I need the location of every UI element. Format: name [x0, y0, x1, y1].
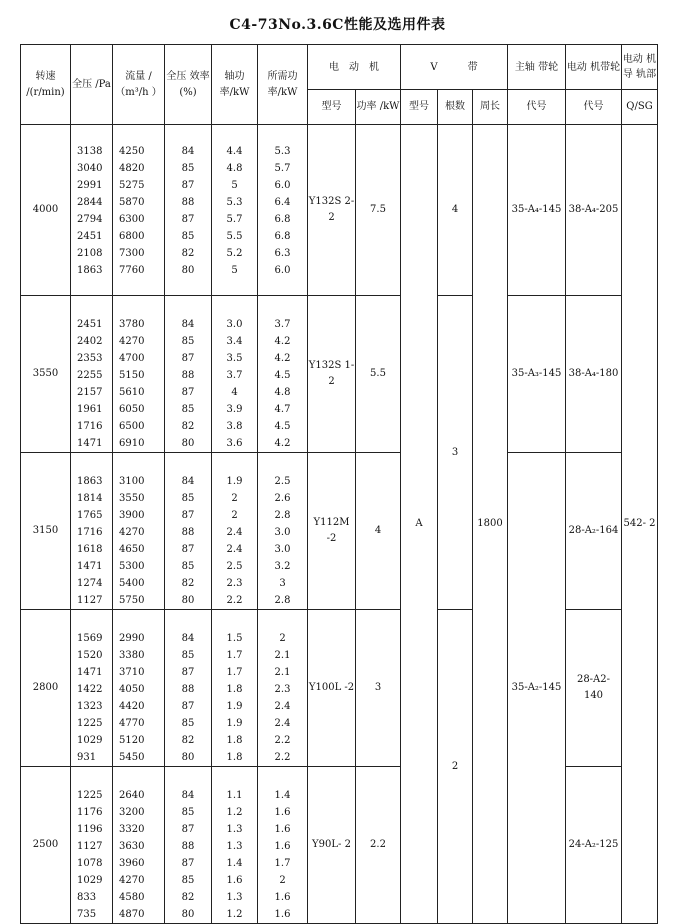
required-power-cell: 5.3	[274, 146, 291, 157]
pressure-cell: 1029	[77, 875, 103, 886]
shaft-power-cell: 2.2	[226, 595, 243, 606]
efficiency-cell-group	[165, 610, 212, 767]
efficiency-cell: 85	[181, 231, 195, 242]
efficiency-cell: 82	[181, 892, 195, 903]
shaft-power-cell-group	[212, 610, 258, 767]
pressure-cell: 2991	[77, 180, 103, 191]
pressure-cell-group	[71, 453, 113, 610]
efficiency-cell: 87	[181, 387, 195, 398]
motor-model-cell: Y112M -2	[308, 453, 356, 610]
pressure-cell: 2108	[77, 248, 103, 259]
pressure-cell: 1814	[77, 493, 103, 504]
efficiency-cell: 80	[181, 265, 195, 276]
shaft-power-cell: 1.7	[226, 667, 243, 678]
table-row	[21, 125, 658, 296]
flow-cell: 4270	[119, 875, 145, 886]
efficiency-cell: 87	[181, 824, 195, 835]
flow-cell: 6910	[119, 438, 145, 449]
shaft-power-cell-group	[212, 296, 258, 453]
motor-power-cell: 4	[356, 453, 401, 610]
header-main-pulley: 主轴 带轮	[508, 45, 566, 90]
header-motor-model: 型号	[308, 90, 356, 125]
belt-count-cell: 3	[438, 296, 473, 610]
shaft-power-cell: 4.4	[226, 146, 243, 157]
pressure-cell: 1127	[77, 595, 103, 606]
pressure-cell-group	[71, 610, 113, 767]
main-pulley-cell: 35-A₂-145	[508, 453, 566, 924]
shaft-power-cell: 1.9	[226, 718, 243, 729]
shaft-power-cell: 1.2	[226, 807, 243, 818]
required-power-cell-group	[258, 296, 308, 453]
header-speed: 转速 /(r/min)	[21, 45, 71, 125]
efficiency-cell: 80	[181, 752, 195, 763]
pressure-cell: 1618	[77, 544, 103, 555]
flow-cell: 3780	[119, 319, 145, 330]
flow-cell: 3100	[119, 476, 145, 487]
pressure-cell: 1471	[77, 667, 103, 678]
required-power-cell: 6.4	[274, 197, 291, 208]
pressure-cell: 1520	[77, 650, 103, 661]
speed-cell: 3150	[21, 453, 71, 610]
motor-model-cell: Y90L- 2	[308, 767, 356, 924]
flow-cell: 4870	[119, 909, 145, 920]
header-required-power: 所需功 率/kW	[258, 45, 308, 125]
shaft-power-cell: 1.3	[226, 892, 243, 903]
pressure-cell: 2451	[77, 231, 103, 242]
pressure-cell: 1127	[77, 841, 103, 852]
performance-table	[20, 44, 658, 924]
pressure-cell: 1716	[77, 527, 103, 538]
flow-cell: 4770	[119, 718, 145, 729]
required-power-cell: 4.5	[274, 421, 291, 432]
required-power-cell: 1.6	[274, 807, 291, 818]
shaft-power-cell: 1.9	[226, 476, 243, 487]
header-main-pulley-code: 代号	[508, 90, 566, 125]
flow-cell: 5450	[119, 752, 145, 763]
required-power-cell: 2	[279, 875, 286, 886]
pressure-cell: 1471	[77, 438, 103, 449]
header-motor-pulley: 电动 机带轮	[566, 45, 622, 90]
flow-cell: 5870	[119, 197, 145, 208]
header-guide-rail: 电动 机导 轨部	[622, 45, 658, 90]
motor-power-cell: 7.5	[356, 125, 401, 296]
header-belt-count: 根数	[438, 90, 473, 125]
required-power-cell: 3	[279, 578, 286, 589]
required-power-cell: 5.7	[274, 163, 291, 174]
shaft-power-cell: 5.5	[226, 231, 243, 242]
required-power-cell: 2.2	[274, 735, 291, 746]
pressure-cell: 735	[77, 909, 97, 920]
efficiency-cell: 87	[181, 667, 195, 678]
shaft-power-cell: 3.4	[226, 336, 243, 347]
required-power-cell: 2.1	[274, 667, 291, 678]
flow-cell: 3550	[119, 493, 145, 504]
required-power-cell-group	[258, 453, 308, 610]
header-motor: 电 动 机	[308, 45, 401, 90]
efficiency-cell: 85	[181, 404, 195, 415]
header-motor-power: 功率 /kW	[356, 90, 401, 125]
flow-cell: 4420	[119, 701, 145, 712]
required-power-cell: 3.0	[274, 527, 291, 538]
required-power-cell: 4.2	[274, 336, 291, 347]
required-power-cell: 2.8	[274, 595, 291, 606]
shaft-power-cell: 1.3	[226, 824, 243, 835]
required-power-cell: 6.3	[274, 248, 291, 259]
required-power-cell: 1.6	[274, 909, 291, 920]
shaft-power-cell: 2	[231, 493, 238, 504]
efficiency-cell: 80	[181, 438, 195, 449]
shaft-power-cell: 1.8	[226, 735, 243, 746]
required-power-cell: 3.0	[274, 544, 291, 555]
required-power-cell: 2.6	[274, 493, 291, 504]
shaft-power-cell: 3.8	[226, 421, 243, 432]
required-power-cell: 3.2	[274, 561, 291, 572]
main-pulley-cell: 35-A₃-145	[508, 296, 566, 453]
required-power-cell: 1.4	[274, 790, 291, 801]
pressure-cell: 1765	[77, 510, 103, 521]
flow-cell: 3320	[119, 824, 145, 835]
required-power-cell-group	[258, 767, 308, 924]
motor-power-cell: 3	[356, 610, 401, 767]
efficiency-cell: 85	[181, 650, 195, 661]
belt-length-cell: 1800	[473, 125, 508, 924]
header-row-1	[21, 45, 658, 90]
required-power-cell: 2.2	[274, 752, 291, 763]
flow-cell: 5610	[119, 387, 145, 398]
required-power-cell: 1.7	[274, 858, 291, 869]
table-title: C4-73No.3.6C性能及选用件表	[229, 17, 446, 33]
pressure-cell: 3138	[77, 146, 103, 157]
shaft-power-cell: 2.4	[226, 527, 243, 538]
efficiency-cell: 87	[181, 214, 195, 225]
efficiency-cell: 85	[181, 718, 195, 729]
efficiency-cell: 84	[181, 319, 195, 330]
required-power-cell: 6.0	[274, 180, 291, 191]
required-power-cell: 4.2	[274, 438, 291, 449]
required-power-cell: 4.2	[274, 353, 291, 364]
header-shaft-power: 轴功 率/kW	[212, 45, 258, 125]
efficiency-cell: 87	[181, 544, 195, 555]
pressure-cell: 1196	[77, 824, 103, 835]
motor-power-cell: 5.5	[356, 296, 401, 453]
flow-cell: 3380	[119, 650, 145, 661]
required-power-cell: 4.5	[274, 370, 291, 381]
required-power-cell: 1.6	[274, 841, 291, 852]
required-power-cell: 1.6	[274, 892, 291, 903]
flow-cell-group	[113, 125, 165, 296]
shaft-power-cell-group	[212, 125, 258, 296]
efficiency-cell: 80	[181, 595, 195, 606]
speed-cell: 2500	[21, 767, 71, 924]
required-power-cell: 2.4	[274, 718, 291, 729]
flow-cell: 4820	[119, 163, 145, 174]
flow-cell: 6800	[119, 231, 145, 242]
efficiency-cell: 85	[181, 561, 195, 572]
flow-cell-group	[113, 610, 165, 767]
flow-cell: 5750	[119, 595, 145, 606]
shaft-power-cell: 1.8	[226, 684, 243, 695]
efficiency-cell: 88	[181, 684, 195, 695]
shaft-power-cell: 1.4	[226, 858, 243, 869]
required-power-cell: 4.8	[274, 387, 291, 398]
flow-cell: 2640	[119, 790, 145, 801]
efficiency-cell: 82	[181, 421, 195, 432]
header-belt-model: 型号	[401, 90, 438, 125]
required-power-cell: 6.8	[274, 214, 291, 225]
pressure-cell: 1863	[77, 476, 103, 487]
required-power-cell: 2.1	[274, 650, 291, 661]
speed-cell: 2800	[21, 610, 71, 767]
pressure-cell: 1863	[77, 265, 103, 276]
required-power-cell: 2.5	[274, 476, 291, 487]
flow-cell: 4270	[119, 527, 145, 538]
speed-cell: 4000	[21, 125, 71, 296]
pressure-cell: 1716	[77, 421, 103, 432]
flow-cell: 5150	[119, 370, 145, 381]
header-belt-length: 周长	[473, 90, 508, 125]
pressure-cell: 1569	[77, 633, 103, 644]
motor-pulley-cell: 24-A₂-125	[566, 767, 622, 924]
flow-cell: 5275	[119, 180, 145, 191]
efficiency-cell: 80	[181, 909, 195, 920]
efficiency-cell-group	[165, 453, 212, 610]
motor-model-cell: Y132S 1-2	[308, 296, 356, 453]
shaft-power-cell-group	[212, 767, 258, 924]
shaft-power-cell: 3.5	[226, 353, 243, 364]
motor-model-cell: Y132S 2-2	[308, 125, 356, 296]
required-power-cell: 3.7	[274, 319, 291, 330]
required-power-cell: 6.8	[274, 231, 291, 242]
belt-count-cell: 2	[438, 610, 473, 924]
shaft-power-cell: 5	[231, 265, 238, 276]
shaft-power-cell: 1.8	[226, 752, 243, 763]
flow-cell: 4700	[119, 353, 145, 364]
shaft-power-cell: 5.2	[226, 248, 243, 259]
shaft-power-cell: 5.7	[226, 214, 243, 225]
required-power-cell: 2.3	[274, 684, 291, 695]
pressure-cell: 1078	[77, 858, 103, 869]
pressure-cell: 2157	[77, 387, 103, 398]
flow-cell: 3630	[119, 841, 145, 852]
speed-cell: 3550	[21, 296, 71, 453]
efficiency-cell: 88	[181, 841, 195, 852]
pressure-cell: 3040	[77, 163, 103, 174]
pressure-cell: 1961	[77, 404, 103, 415]
efficiency-cell: 82	[181, 578, 195, 589]
pressure-cell: 2402	[77, 336, 103, 347]
shaft-power-cell: 3.0	[226, 319, 243, 330]
flow-cell: 5120	[119, 735, 145, 746]
efficiency-cell: 84	[181, 633, 195, 644]
efficiency-cell: 85	[181, 493, 195, 504]
flow-cell: 4650	[119, 544, 145, 555]
flow-cell: 7300	[119, 248, 145, 259]
shaft-power-cell: 5.3	[226, 197, 243, 208]
efficiency-cell: 84	[181, 476, 195, 487]
header-pressure: 全压 /Pa	[71, 45, 113, 125]
shaft-power-cell: 3.6	[226, 438, 243, 449]
pressure-cell: 833	[77, 892, 97, 903]
efficiency-cell: 88	[181, 527, 195, 538]
header-efficiency: 全压 效率 (%)	[165, 45, 212, 125]
motor-pulley-cell: 38-A₄-205	[566, 125, 622, 296]
flow-cell: 4250	[119, 146, 145, 157]
efficiency-cell-group	[165, 125, 212, 296]
pressure-cell: 1274	[77, 578, 103, 589]
required-power-cell: 4.7	[274, 404, 291, 415]
flow-cell: 4050	[119, 684, 145, 695]
pressure-cell-group	[71, 125, 113, 296]
motor-power-cell: 2.2	[356, 767, 401, 924]
shaft-power-cell-group	[212, 453, 258, 610]
pressure-cell: 1029	[77, 735, 103, 746]
efficiency-cell: 85	[181, 807, 195, 818]
flow-cell: 2990	[119, 633, 145, 644]
flow-cell: 6500	[119, 421, 145, 432]
shaft-power-cell: 1.3	[226, 841, 243, 852]
main-pulley-cell: 35-A₄-145	[508, 125, 566, 296]
shaft-power-cell: 4.8	[226, 163, 243, 174]
flow-cell-group	[113, 453, 165, 610]
guide-rail-cell: 542- 2	[622, 125, 658, 924]
efficiency-cell: 87	[181, 858, 195, 869]
header-guide-rail-code: Q/SG	[622, 90, 658, 125]
efficiency-cell: 87	[181, 701, 195, 712]
shaft-power-cell: 1.5	[226, 633, 243, 644]
shaft-power-cell: 2.5	[226, 561, 243, 572]
shaft-power-cell: 1.1	[226, 790, 243, 801]
pressure-cell-group	[71, 767, 113, 924]
pressure-cell: 1471	[77, 561, 103, 572]
motor-model-cell: Y100L -2	[308, 610, 356, 767]
header-vbelt: V 带	[401, 45, 508, 90]
flow-cell: 3200	[119, 807, 145, 818]
flow-cell: 5400	[119, 578, 145, 589]
flow-cell: 4580	[119, 892, 145, 903]
motor-pulley-cell: 28-A₂-164	[566, 453, 622, 610]
header-flow: 流量 / （m³/h ）	[113, 45, 165, 125]
shaft-power-cell: 4	[231, 387, 238, 398]
shaft-power-cell: 5	[231, 180, 238, 191]
shaft-power-cell: 2.4	[226, 544, 243, 555]
pressure-cell: 2451	[77, 319, 103, 330]
pressure-cell: 2794	[77, 214, 103, 225]
required-power-cell: 6.0	[274, 265, 291, 276]
pressure-cell: 1176	[77, 807, 103, 818]
flow-cell: 6050	[119, 404, 145, 415]
flow-cell: 5300	[119, 561, 145, 572]
efficiency-cell: 87	[181, 180, 195, 191]
pressure-cell-group	[71, 296, 113, 453]
efficiency-cell: 85	[181, 163, 195, 174]
efficiency-cell-group	[165, 296, 212, 453]
table-body	[21, 45, 658, 924]
pressure-cell: 2255	[77, 370, 103, 381]
required-power-cell-group	[258, 610, 308, 767]
flow-cell: 4270	[119, 336, 145, 347]
pressure-cell: 2353	[77, 353, 103, 364]
flow-cell: 3710	[119, 667, 145, 678]
pressure-cell: 1323	[77, 701, 103, 712]
efficiency-cell: 88	[181, 197, 195, 208]
efficiency-cell: 87	[181, 353, 195, 364]
belt-count-cell: 4	[438, 125, 473, 296]
efficiency-cell: 85	[181, 336, 195, 347]
shaft-power-cell: 1.9	[226, 701, 243, 712]
flow-cell: 3900	[119, 510, 145, 521]
table-row	[21, 453, 658, 610]
efficiency-cell: 85	[181, 875, 195, 886]
required-power-cell: 1.6	[274, 824, 291, 835]
efficiency-cell: 84	[181, 146, 195, 157]
efficiency-cell-group	[165, 767, 212, 924]
pressure-cell: 2844	[77, 197, 103, 208]
efficiency-cell: 87	[181, 510, 195, 521]
shaft-power-cell: 3.7	[226, 370, 243, 381]
efficiency-cell: 88	[181, 370, 195, 381]
motor-pulley-cell: 38-A₄-180	[566, 296, 622, 453]
efficiency-cell: 82	[181, 248, 195, 259]
motor-pulley-cell: 28-A2- 140	[566, 610, 622, 767]
required-power-cell-group	[258, 125, 308, 296]
flow-cell-group	[113, 296, 165, 453]
table-row	[21, 296, 658, 453]
pressure-cell: 1225	[77, 790, 103, 801]
shaft-power-cell: 2	[231, 510, 238, 521]
efficiency-cell: 82	[181, 735, 195, 746]
flow-cell: 7760	[119, 265, 145, 276]
belt-model-cell: A	[401, 125, 438, 924]
flow-cell-group	[113, 767, 165, 924]
efficiency-cell: 84	[181, 790, 195, 801]
shaft-power-cell: 1.2	[226, 909, 243, 920]
shaft-power-cell: 1.7	[226, 650, 243, 661]
required-power-cell: 2.8	[274, 510, 291, 521]
shaft-power-cell: 1.6	[226, 875, 243, 886]
shaft-power-cell: 3.9	[226, 404, 243, 415]
flow-cell: 6300	[119, 214, 145, 225]
required-power-cell: 2	[279, 633, 286, 644]
flow-cell: 3960	[119, 858, 145, 869]
pressure-cell: 1422	[77, 684, 103, 695]
required-power-cell: 2.4	[274, 701, 291, 712]
shaft-power-cell: 2.3	[226, 578, 243, 589]
pressure-cell: 931	[77, 752, 97, 763]
pressure-cell: 1225	[77, 718, 103, 729]
header-motor-pulley-code: 代号	[566, 90, 622, 125]
